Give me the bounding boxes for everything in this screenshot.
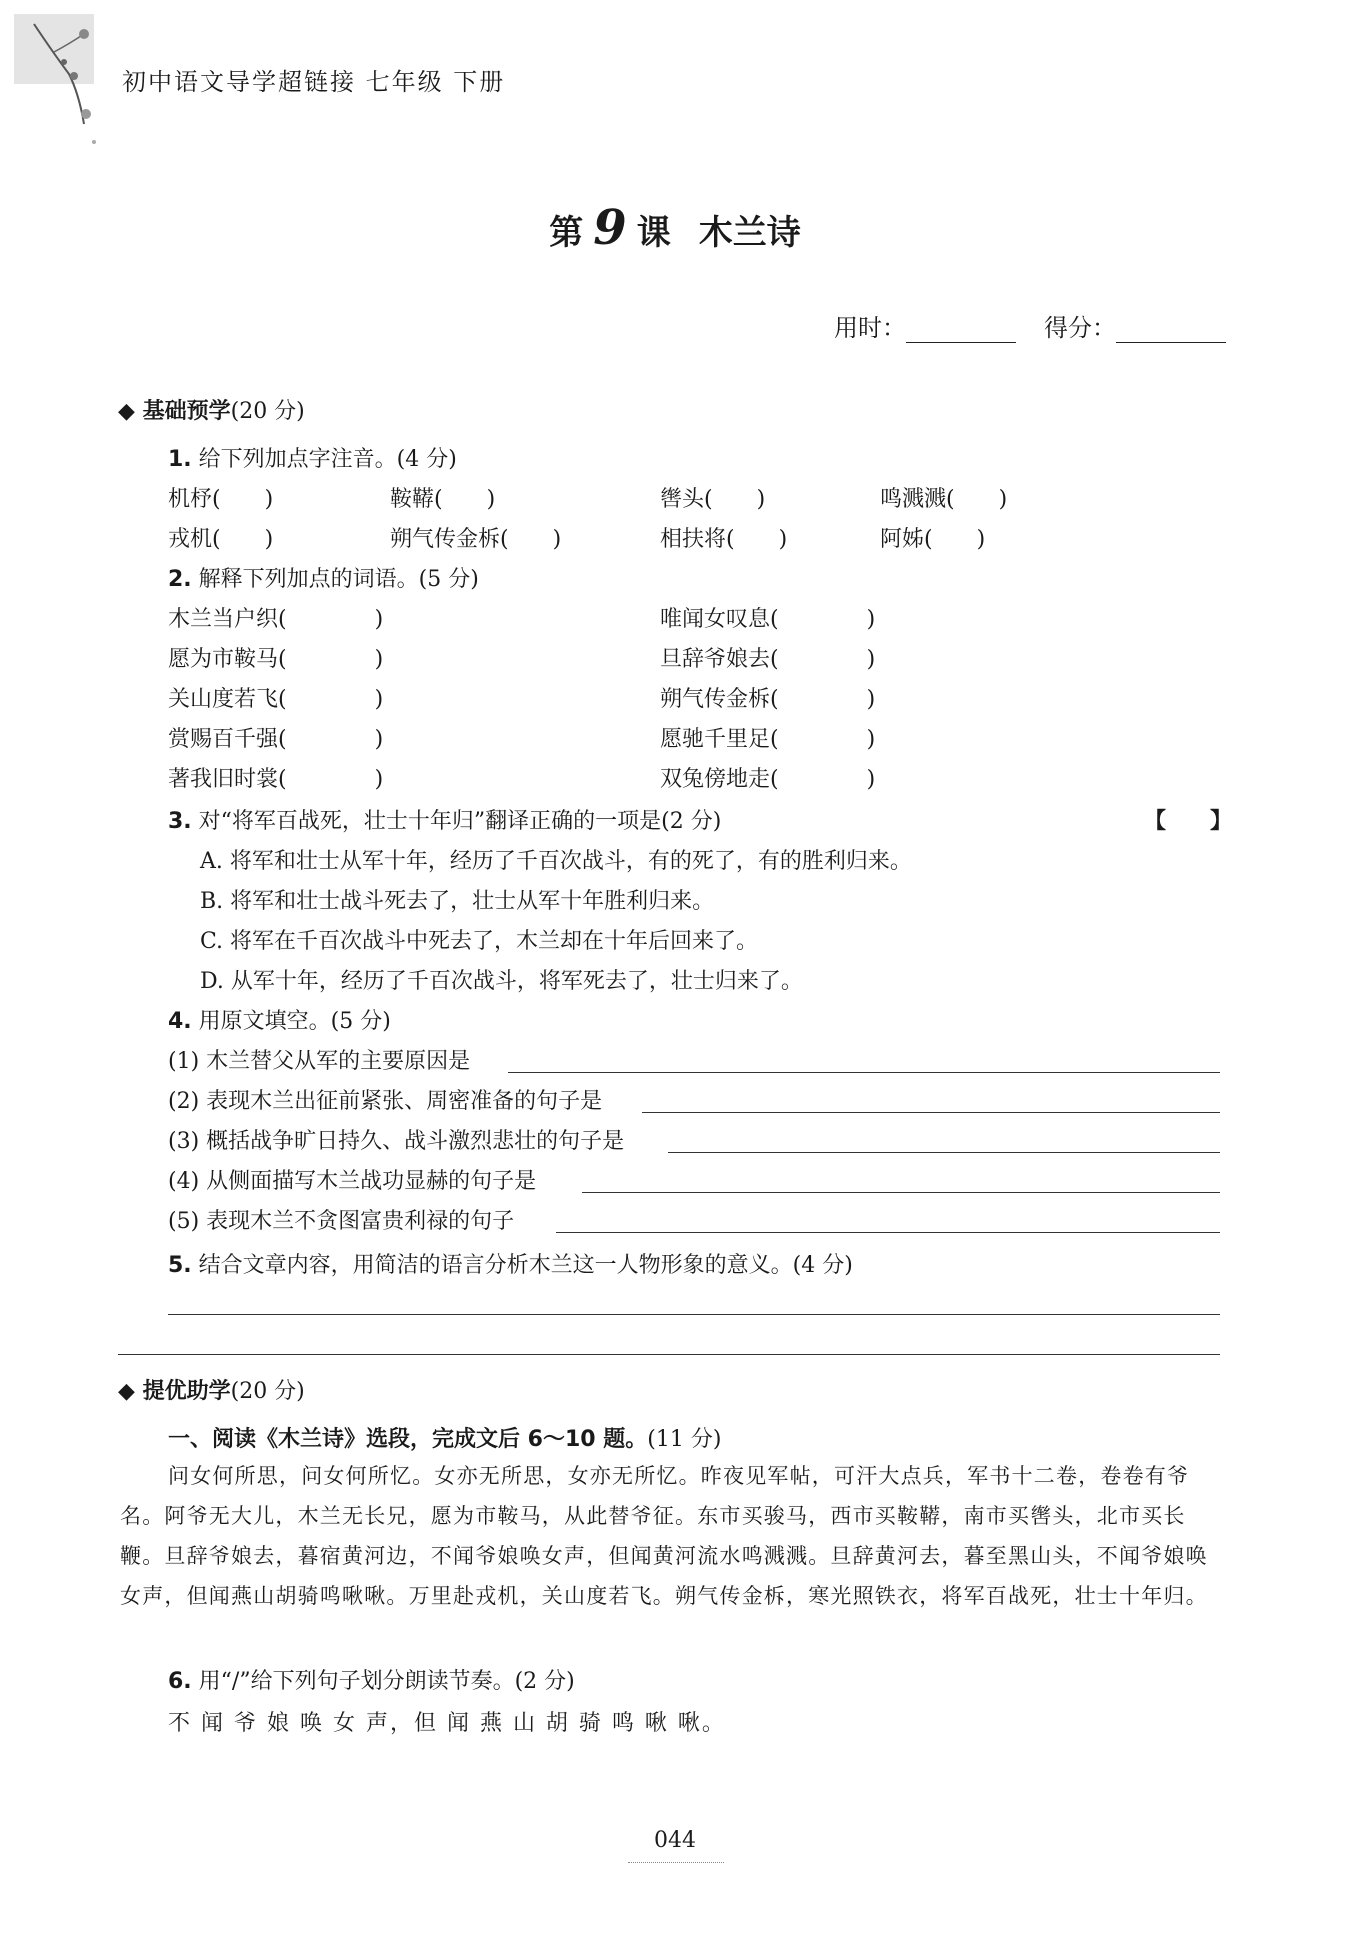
question-number: 4. — [168, 1009, 192, 1034]
reading-points: (11 分) — [647, 1427, 722, 1452]
plum-branch-decoration — [14, 14, 114, 164]
time-field — [834, 308, 1016, 343]
word-item: 唯闻女叹息( ) — [660, 607, 876, 632]
reading-title: 一、阅读《木兰诗》选段，完成文后 6～10 题。 — [168, 1427, 648, 1452]
word-item: 旦辞爷娘去( ) — [660, 647, 876, 672]
question-number: 6. — [168, 1669, 192, 1694]
question-text: 对“将军百战死，壮士十年归”翻译正确的一项是(2 分) — [198, 809, 722, 834]
page-number-underline — [628, 1862, 724, 1863]
time-blank[interactable] — [906, 318, 1016, 343]
pinyin-item: 辔头( ) — [660, 487, 766, 512]
question-number: 1. — [168, 447, 192, 472]
option-b: B. 将军和壮士战斗死去了，壮士从军十年胜利归来。 — [200, 889, 715, 914]
word-item: 木兰当户织( ) — [168, 607, 384, 632]
fill-item: (4) 从侧面描写木兰战功显赫的句子是 — [168, 1169, 537, 1194]
time-label: 用时： — [834, 314, 906, 342]
answer-line[interactable] — [556, 1232, 1220, 1233]
question-2-stem — [168, 562, 479, 593]
question-number: 5. — [168, 1253, 192, 1278]
section-points: (20 分) — [230, 399, 305, 424]
answer-line[interactable] — [168, 1314, 1220, 1315]
pinyin-item: 机杼( ) — [168, 487, 274, 512]
fill-item: (5) 表现木兰不贪图富贵利禄的句子 — [168, 1209, 515, 1234]
diamond-bullet-icon: ◆ — [118, 399, 135, 424]
word-item: 愿驰千里足( ) — [660, 727, 876, 752]
answer-bracket[interactable]: 【 】 — [1144, 808, 1233, 834]
question-3-stem — [168, 804, 721, 835]
pinyin-item: 戎机( ) — [168, 527, 274, 552]
section-divider — [118, 1354, 1220, 1355]
fill-item: (3) 概括战争旷日持久、战斗激烈悲壮的句子是 — [168, 1129, 625, 1154]
answer-line[interactable] — [508, 1072, 1220, 1073]
option-a: A. 将军和壮士从军十年，经历了千百次战斗，有的死了，有的胜利归来。 — [200, 849, 912, 874]
lesson-title — [0, 200, 1350, 256]
book-header: 初中语文导学超链接 七年级 下册 — [122, 68, 506, 96]
section-improve-heading — [118, 1374, 305, 1405]
pinyin-item: 阿姊( ) — [880, 527, 986, 552]
option-c: C. 将军在千百次战斗中死去了，木兰却在十年后回来了。 — [200, 929, 759, 954]
question-4-stem — [168, 1004, 391, 1035]
question-6-stem — [168, 1664, 575, 1695]
score-blank[interactable] — [1116, 318, 1226, 343]
section-points: (20 分) — [230, 1379, 305, 1404]
lesson-suffix: 课 — [636, 213, 671, 253]
pinyin-item: 相扶将( ) — [660, 527, 788, 552]
page-number: 044 — [654, 1828, 696, 1853]
word-item: 著我旧时裳( ) — [168, 767, 384, 792]
answer-line[interactable] — [642, 1112, 1220, 1113]
word-item: 赏赐百千强( ) — [168, 727, 384, 752]
diamond-bullet-icon: ◆ — [118, 1379, 135, 1404]
reading-passage: 问女何所思，问女何所忆。女亦无所思，女亦无所忆。昨夜见军帖，可汗大点兵，军书十二卷，卷卷有爷名。阿爷无大儿，木兰无长兄，愿为市鞍马，从此替爷征。东市买骏马，西市买鞍鞯，南市买辔头，北市买长鞭。旦辞爷娘去，暮宿黄河边，不闻爷娘唤女声，但闻黄河流水鸣溅溅。旦辞黄河去，暮至黑山头，不闻爷娘唤女声，但闻燕山胡骑鸣啾啾。万里赴戎机，关山度若飞。朔气传金柝，寒光照铁衣，将军百战死，壮士十年归。 — [120, 1464, 1208, 1608]
question-text: 解释下列加点的词语。(5 分) — [198, 567, 479, 592]
question-number: 2. — [168, 567, 192, 592]
option-d: D. 从军十年，经历了千百次战斗，将军死去了，壮士归来了。 — [200, 969, 803, 994]
word-item: 朔气传金柝( ) — [660, 687, 876, 712]
lesson-number: 9 — [593, 200, 627, 256]
score-label: 得分： — [1044, 314, 1116, 342]
word-item: 双兔傍地走( ) — [660, 767, 876, 792]
rhythm-sentence: 不 闻 爷 娘 唤 女 声，但 闻 燕 山 胡 骑 鸣 啾 啾。 — [168, 1711, 726, 1736]
section-title: 基础预学 — [142, 399, 231, 424]
section-title: 提优助学 — [142, 1379, 231, 1404]
word-item: 愿为市鞍马( ) — [168, 647, 384, 672]
answer-line[interactable] — [582, 1192, 1220, 1193]
question-5-stem — [168, 1248, 853, 1279]
reading-heading — [168, 1422, 721, 1453]
pinyin-item: 朔气传金柝( ) — [390, 527, 562, 552]
question-text: 给下列加点字注音。(4 分) — [198, 447, 457, 472]
lesson-name: 木兰诗 — [698, 213, 801, 253]
word-item: 关山度若飞( ) — [168, 687, 384, 712]
pinyin-item: 鸣溅溅( ) — [880, 487, 1008, 512]
lesson-prefix: 第 — [549, 213, 584, 253]
question-text: 用“/”给下列句子划分朗读节奏。(2 分) — [198, 1669, 575, 1694]
score-field — [1044, 308, 1226, 343]
section-basic-preview-heading — [118, 394, 305, 425]
question-1-stem — [168, 442, 457, 473]
fill-item: (2) 表现木兰出征前紧张、周密准备的句子是 — [168, 1089, 603, 1114]
question-text: 结合文章内容，用简洁的语言分析木兰这一人物形象的意义。(4 分) — [198, 1253, 853, 1278]
question-text: 用原文填空。(5 分) — [198, 1009, 391, 1034]
pinyin-item: 鞍鞯( ) — [390, 487, 496, 512]
question-number: 3. — [168, 809, 192, 834]
fill-item: (1) 木兰替父从军的主要原因是 — [168, 1049, 471, 1074]
answer-line[interactable] — [668, 1152, 1220, 1153]
